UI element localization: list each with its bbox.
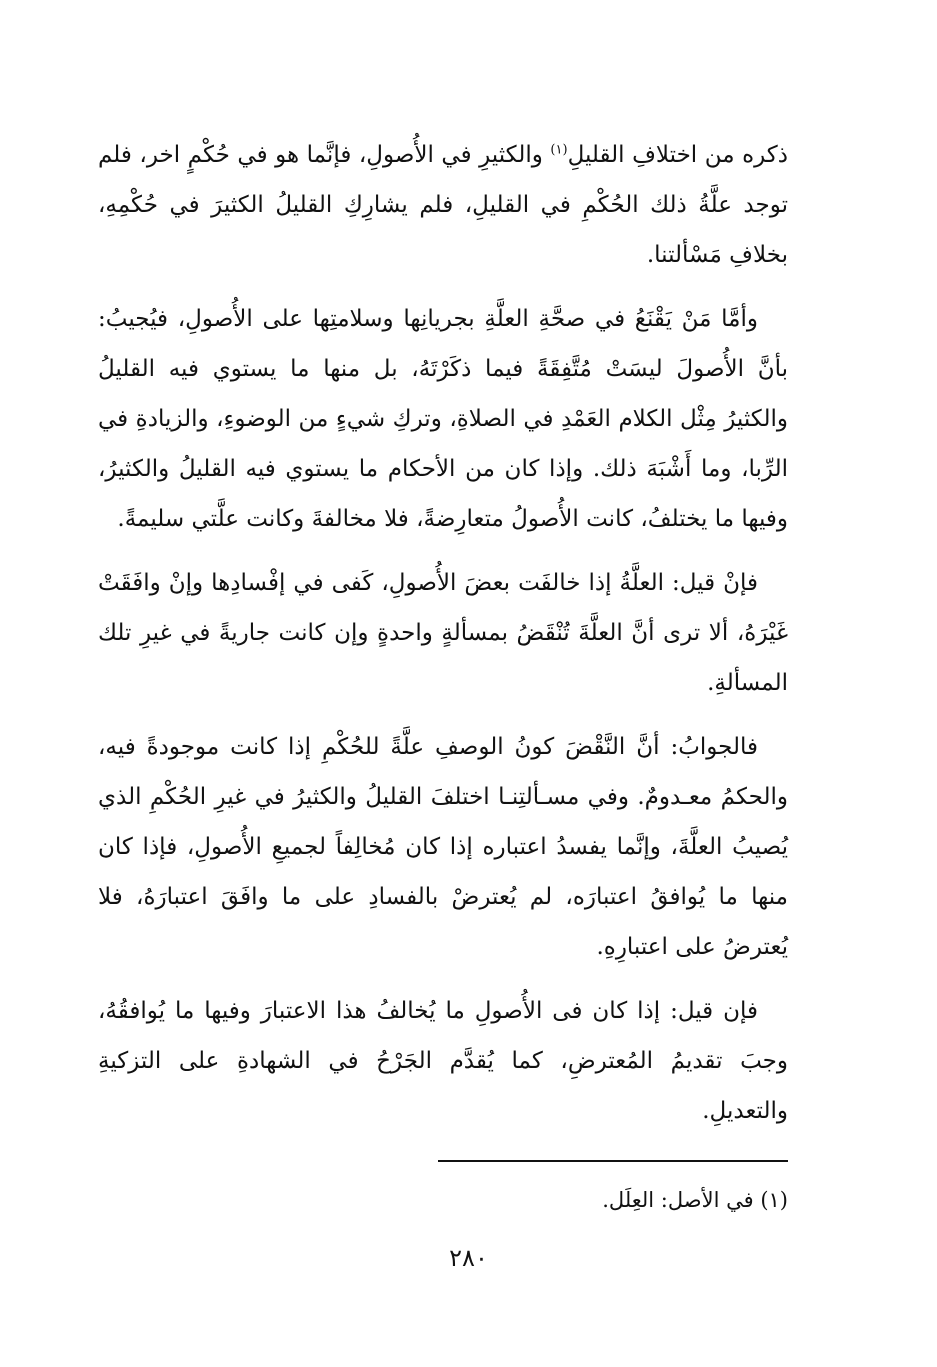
paragraph-1-rest: والكثيرِ في الأُصولِ، فإنَّما هو في حُكْمٍ اخر، فلم توجد علَّةُ ذلك الحُكْمِ في القليلِ، فلم يشارِكِ القليلُ الكثيرَ في حُكْمِهِ، بخلافِ مَسْألتنا. bbox=[98, 142, 788, 268]
paragraph-1-start: ذكره من اختلافِ القليلِ bbox=[567, 142, 788, 168]
paragraph-5: فإن قيل: إذا كان فى الأُصولِ ما يُخالفُ هذا الاعتبارَ وفيها ما يُوافقُهُ، وجبَ تقديمُ المُعترضِ، كما يُقدَّم الجَرْحُ في الشهادةِ على التزكيةِ والتعديلِ. bbox=[98, 998, 788, 1124]
page-number: ٢٨٠ bbox=[449, 1244, 488, 1272]
footnote-divider bbox=[438, 1160, 788, 1162]
footnote: (١) في الأصل: العِلَل. bbox=[602, 1188, 788, 1212]
paragraph-4: فالجوابُ: أنَّ النَّقْضَ كونُ الوصفِ علَّةً للحُكْمِ إذا كانت موجودةً فيه، والحكمُ معـدومٌ. وفي مسـألتِنـا اختلفَ القليلُ والكثيرُ في غيرِ الحُكْمِ الذي يُصيبُ العلَّةَ، وإنَّما يفسدُ اعتباره إذا كان مُخالِفاً لجميعِ الأُصولِ، فإذا كان منها ما يُوافقُ اعتبارَه، لم يُعترضْ بالفسادِ على ما وافَقَ اعتبارَهُ، فلا يُعترضُ على اعتبارِهِ. bbox=[98, 734, 788, 960]
main-text bbox=[98, 130, 788, 1150]
paragraph-2: وأمَّا مَنْ يَقْنَعُ في صحَّةِ العلَّةِ بجريانِها وسلامتِها على الأُصولِ، فيُجيبُ: بأنَّ الأُصولَ ليسَتْ مُتَّفِقَةً فيما ذكَرْتَهُ، بل منها ما يستوي فيه القليلُ والكثيرُ مِثْل الكلام العَمْدِ في الصلاةِ، وتركِ شيءٍ من الوضوءِ، والزيادةِ في الرِّبا، وما أَشْبَهَ ذلك. وإذا كان من الأحكام ما يستوي فيه القليلُ والكثيرُ، وفيها ما يختلفُ، كانت الأُصولُ متعارِضةً، فلا مخالفةَ وكانت علَّتي سليمةً. bbox=[98, 306, 788, 532]
paragraph-3: فإنْ قيل: العلَّةُ إذا خالفَت بعضَ الأُصولِ، كَفى في إفْسادِها وإنْ وافَقَتْ غَيْرَهُ، ألا ترى أنَّ العلَّةَ تُنْقَضُ بمسألةٍ واحدةٍ وإن كانت جاريةً في غيرِ تلك المسألةِ. bbox=[98, 570, 788, 696]
footnote-marker: (١) bbox=[550, 142, 568, 158]
paragraph-1 bbox=[98, 130, 788, 280]
